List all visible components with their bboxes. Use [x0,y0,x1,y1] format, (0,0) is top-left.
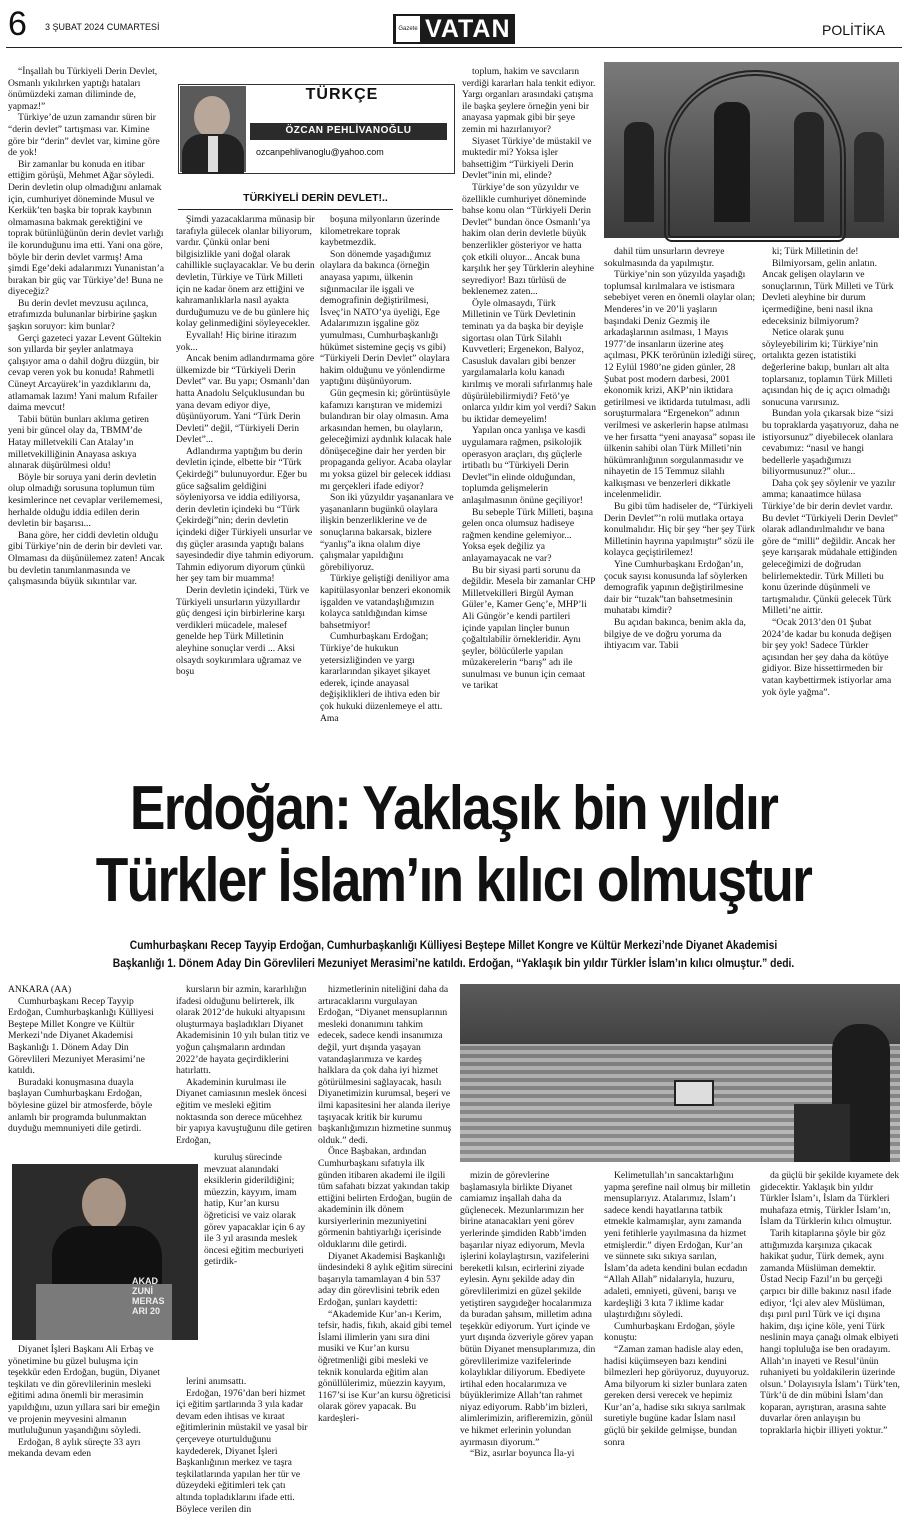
paragraph: Son iki yüzyıldır yaşananlara ve yaşananların bugünkü olaylara ilişkin benzerliklerine ve de sonuçlarına bakarsak, bizlere “yanlış”a ikna olalım diye çalışmalar yapıldığını görebiliyoruz. [320,492,454,573]
news-text-col1-top [8,984,166,1160]
paragraph: ki; Türk Milletinin de! [772,246,859,257]
erdogan-podium-photo [12,1164,198,1340]
page-number: 6 [8,5,27,43]
paragraph: Bana göre, her ciddi devletin olduğu gibi Türkiye’nin de derin bir devleti var. Olmaması da düşünülemez zaten! Ancak bu devletin tanımlanmasında ve çalışmasında büyük sıkıntılar var. [8,529,165,588]
paragraph: Gerçi gazeteci yazar Levent Gültekin son yıllarda bir şeyler anlatmaya çalışıyor ama o dahil doğru düzgün, bir cevap veren yok bu konuda! Rahmetli Cüneyt Arcayürek’in yazdıklarını da, atlamamak lazım! Yani malum Rıfailer daima mevcut! [8,332,162,414]
figure [854,132,884,222]
paragraph: mizin de görevlerine başlamasıyla birlikte Diyanet camiamız inşallah daha da güçlenecek. Mezunlarımızın her birine atanacakları yeni görev yerlerinde şimdiden Rabb’imden başarılar niyaz ediyorum, Mevla işlerini kolaylaştırsın, vazifelerini bereketli kılsın, ecirlerini ziyade eylesin. Aynı şekilde aday din görevlilerimizi en güzel şekilde yetiştiren saygıdeğer hocalarımıza da buradan şahsım, milletim adına teşekkür ediyorum. Yurt içinde ve yurt dışında özveriyle görev yapan bütün Diyanet mensuplarımıza, din görevlilerimize vazifelerinde kolaylıklar diliyorum. Ebediyete irtihal eden hocalarımıza ve büyüklerimize Allah’tan rahmet niyaz ediyorum. Rabb’im bizleri, alimlerimizin, arifleremizin, gönül ve hikmet erlerinin yolundan ayırmasın diyorum.” [460,1170,596,1448]
column-text-col5 [604,246,756,760]
paragraph: Türkiye geliştiği deniliyor ama kapitülasyonlar benzeri ekonomik işgalden ve vatandaşlığımızın kolayca satıldığından kimse bahsetmiyor! [320,573,451,631]
ceremony-hall-photo [460,984,900,1162]
screen-line: ZUNİ [132,1286,153,1296]
issue-date: 3 ŞUBAT 2024 CUMARTESİ [45,22,160,32]
author-head [194,96,230,138]
news-text-col5 [604,1170,752,1502]
paragraph: Tabii bütün bunları aklıma getiren yeni bir güncel olay da, TBMM’de Hatay milletvekili Can Atalay’ın milletvekilliğinin Anayasa askıya alınarak düşürülmesi oldu! [8,413,149,472]
paragraph: Cumhurbaşkanı Erdoğan; Türkiye’de hukukun yetersizliğinden ve yargı kararlarından şikayet şikayet ederek, içinde anayasal değişiklikleri de ihtiva eden bir çok hukuki düzenlemeye el attı. Ama [320,631,443,724]
column-text-col4 [462,66,596,760]
author-name: ÖZCAN PEHLİVANOĞLU [285,125,412,136]
paragraph: Türkiye’de uzun zamandır süren bir “derin devlet” tartışması var. Kimine göre bir “derin” devlet var, kimine göre de yok! [8,112,160,159]
paragraph: toplum, hakim ve savcıların verdiği kararları hala tenkit ediyor. Yargı organları arasındaki çatışma ile başka şeylere örneğin yeni bir anayasa yapmak gibi bir şeye zemin mi hazırlanıyor? [462,66,596,135]
paragraph: Yapılan onca yanlışa ve kasdi uygulamara rağmen, psikolojik operasyon araçları, dış güçlerle irtibatlı bu “Türkiyeli Derin Devlet”in elinde olduğundan, toplumda gelişmelerin anlaşılmasının önüne geçiliyor! [462,425,586,506]
paragraph: Cumhurbaşkanı Recep Tayyip Erdoğan, Cumhurbaşkanlığı Külliyesi Beştepe Millet Kongre ve Kültür Merkezi’nde Diyanet Akademisi Başkanlığı 1. Dönem Aday Din Görevlileri Mezuniyet Merasimi’ne katıldı. [8,995,154,1077]
column-title: TÜRKÇE [305,86,379,103]
logo-text: VATAN [425,14,511,43]
logo-emblem: Gazete [396,16,420,42]
paragraph: “Akademide Kur’an-ı Kerim, tefsir, hadis, fıkıh, akaid gibi temel İslami ilimlerin yanı sıra dini musiki ve Kur’an kursu öğretmenliği gibi mesleki ve teknik konularda eğitim alan gönüllülerimiz, müezzin kayyım, 1167’si ise Kur’an kursu öğreticisi olarak görev yapacak. Bu kardeşleri- [318,1308,452,1424]
paragraph: Bu açıdan bakınca, benim akla da, bilgiye de ve doğru yoruma da ihtiyacım var. Tabii [604,617,746,652]
paragraph: Bilmiyorsam, gelin anlatın. Ancak gelişen olayların ve sonuçlarının, Türk Milleti ve Türk Devleti aleyhine bir durum içermediğine, beni nasıl ikna edeceksiniz bilmiyorum? [762,257,894,327]
vatan-logo [393,14,515,44]
column-text-col2 [176,214,316,760]
news-text-col1-bottom [8,1344,166,1502]
lectern [794,1104,850,1162]
author-email: ozcanpehlivanoglu@yahoo.com [256,147,384,157]
paragraph: Türkiye’de son yüzyıldır ve özellikle cumhuriyet döneminde bahse konu olan “Türkiyeli Derin Devlet” bundan önce Osmanlı’ya hakim olan derin devletle büyük benzerlikler gösteriyor ve hatta çok etkili oluyor... Ancak buna karşılık her şey Türklerin aleyhine seyrediyor! Bazı türlüsü de beklenemez zaten... [462,181,594,298]
news-text-col2-narrow [204,1152,312,1370]
paragraph: Türkiye’nin son yüzyılda yaşadığı toplumsal kırılmalara ve istismara sebebiyet veren en önemli olaylar olan; Menderes’in ve 20’li yaşların başındaki Deniz Gezmiş ile arkadaşlarının asılması, 1 Mayıs 1977’de insanların üzerine ateş açılması, PKK terörünün izlediği süreç, 12 Eylül 1980’ne giden günler, 28 Şubat post modern darbesi, 2001 ekonomik krizi, AKP’nin iktidara getirilmesi ve iktidarda tutulması, adli soruşturmalara “Ergenekon” adının verilmesi ve askerlerin hapse atılması ve her fırsatta “yeni anayasa” sopası ile ülkenin sahibi olan Türk Milleti’nin hükümranlığının sorgulanmasıdır ve nihayetin de 15 Temmuz silahlı kalkışması ve benzerleri dikkatle incelenmelidir. [604,269,756,501]
figure [794,112,824,222]
erdogan-head [82,1178,126,1230]
news-headline-line2: Türkler İslam’ın kılıcı olmuştur [95,846,812,915]
paragraph: Netice olarak şunu söyleyebilirim ki; Türkiye’nin ortalıkta gezen istatistiki değerlerine bakıp, bunları alt alta toplarsanız, toplamın Türk Milleti açısından hiç de iç açıcı olmadığı sonucuna varırsınız. [762,327,893,408]
paragraph: Diyanet Akademisi Başkanlığı ündesindeki 8 aylık eğitim sürecini başarıyla tamamlayan 4 bin 537 aday din görevlisini tebrik eden Erdoğan, şunları kaydetti: [318,1250,453,1309]
paragraph: Böyle bir soruya yani derin devletin olup olmadığı sorusuna toplumun tüm kesimlerince net cevaplar verilememesi, herhalde olduğu iddia edilen derin devletin bir başarısı... [8,471,163,530]
paragraph: Şimdi yazacaklarıma münasip bir tarafıyla gülecek olanlar biliyorum, vardır. Çünkü onlar beni bilgisizlikle yani doğal olarak cahillikle suçlayacaklar. Ve bu derin devletin, Türkiye ve Türk Milleti için ne kadar önem arz ettiğini ve kahramanlıklarla nasıl ayakta durduğumuzu ve de bu günlere hiç kolay gelinmediğini söyleyecekler. [176,214,315,330]
author-shirt [208,136,218,172]
paragraph: Akademinin kurulması ile Diyanet camiasının meslek öncesi eğitim ve mesleki eğitim noktasında son derece mücehhez bir yapıya kavuştuğunu dile getiren Erdoğan, [176,1076,312,1146]
paragraph: “Biz, asırlar boyunca İla-yi [470,1448,575,1460]
paragraph: kuruluş sürecinde mevzuat alanındaki eksiklerin giderildiğini; müezzin, kayyım, imam hatip, Kur’an kursu öğreticisi ve vaiz olarak görev yapacaklar için 6 ay ile 3 yıl arasında meslek öncesi eğitim mecburiyeti getirdik- [204,1152,306,1268]
paragraph: Ancak benim adlandırmama göre ülkemizde bir “Türkiyeli Derin Devlet” var. Bu yapı; Osmanlı’dan hatta Anadolu Selçuklusundan bu yana devam ediyor diye, düşünüyorum. Yani “Türk Derin Devleti” değil, “Türkiyeli Derin Devlet”... [176,353,315,446]
paragraph: Son dönemde yaşadığımız olaylara da bakınca (örneğin anayasa yapımı, ülkenin sığınmacılar ile işgali ve demografinin değiştirilmesi, İsveç’in NATO’ya üyeliği, Ege Adalarımızın işgaline göz yumulması, Cumhurbaşkanlığı hükümet sistemine geçiş vs gibi) “Türkiyeli Derin Devlet” olaylara hakim olduğunu ve yönlendirme yaptığını düşünüyorum. [320,248,450,388]
author-photo [180,86,246,172]
ottoman-group-photo [604,62,899,238]
news-headline-line1: Erdoğan: Yaklaşık bin yıldır [129,774,778,843]
paragraph: Erdoğan, 8 aylık süreçte 33 ayrı mekanda devam eden [8,1436,141,1460]
news-text-col4 [460,1170,598,1502]
paragraph: Öyle olmasaydı, Türk Milletinin ve Türk Devletinin teminatı ya da başka bir deyişle sigortası olan Türk Silahlı Kuvvetleri; Ergenekon, Balyoz, Casusluk davaları gibi benzer yargılamalarla kolu kanadı kırılmış ve morali sıfırlanmış hale düşürülebilirmiydi? Fetö’ye onlarca yıldır kim yol verdi? Sakın bu iktidar demeyelim! [462,297,597,425]
dateline: ANKARA (AA) [8,984,72,995]
paragraph: Tarih kitaplarına şöyle bir göz attığımızda karşınıza çıkacak hakikat şudur, Türk demek, aynı zamanda Müslüman demektir. Üstad Necip Fazıl’ın bu gerçeği çarpıcı bir dille bakınız nasıl ifade ediyor, ‘İçi alev alev Müslüman, dışı pırıl pırıl Türk ve içi dışına hakim, dışı içine köle, yeni Türk neslinin maya çanağı olmak elbiyeti hangi topluluğa ise ben oradayım. Allah’ın inayeti ve Resul’ünün ruhaniyeti bu yoldakilerin üzerinde olsun.’ Dolayısıyla İslam’ı Türk’ten, Türk’ü de din mübini İslam’dan koparan, ayrıştıran, arasına sahte duvarlar ören anlayışın bu topraklarla hiçbir illiyeti yoktur.” [760,1227,900,1437]
paragraph: Önce Başbakan, ardından Cumhurbaşkanı sıfatıyla ilk günden itibaren akademi ile ilgili tüm safahatı bizzat yakından takip ettiğini belirten Erdoğan, bugün de akademinin ilk dönem kursiyerlerinin mezuniyetini görmenin bahtiyarlığı içerisinde olduklarını dile getirdi. [318,1146,453,1251]
paragraph: lerini anımsattı. [186,1376,247,1387]
news-text-col6 [760,1170,900,1502]
paragraph: Bu bir siyasi parti sorunu da değildir. Mesela bir zamanlar CHP Milletvekilleri Birgül Ayman Güler’e, Kamer Genç’e, MHP’li Ali Güngör’e kendi partileri içinde yapılan linçler bunun çoğaltılabilir örnekleridir. Aynı şeyler, bölücülerle yapılan müzakerelerin “barış” adı ile sunulması ve bunun için cemaat ve tarikat [462,564,596,692]
screen-line: ARI 20 [132,1306,161,1316]
paragraph: Gün geçmesin ki; görüntüsüyle kafamızı karıştıran ve midemizi bulandıran bir olay olmasın. Ama arkasından hemen, bu olayların, geleceğimizi aydınlık kılacak hale dönüşeceğine dair her yerden bir propaganda geliyor. Acaba olaylar mı yoksa güzel bir gelecek iddiası mı gerçekleri ifade ediyor? [320,387,452,492]
paragraph: Diyanet İşleri Başkanı Ali Erbaş ve yönetimine bu güzel buluşma için teşekkür eden Erdoğan, bugün, Diyanet teşkilatı ve din görevlilerinin mesleki eğitimi adına önemli bir merasimin yapıldığını, uzun yıllara sari bir emeğin ve projenin meyvesini almanın mutluluğunun yaşandığını söyledi. [8,1344,160,1437]
paragraph: Kelimetullah’ın sancaktarlığını yapma şerefine nail olmuş bir milletin mensuplarıyız. Atalarımız, İslam’ı sadece kendi hayatlarına tatbik etmekle kalmamışlar, aynı zamanda yeni fetihlerle yayılmasına da hizmet etmişlerdir.” diyen Erdoğan, Kur’an ve sünnete sıkı sıkıya sarılan, İslam’da adeta kendini bulan ecdadın “Allah Allah” nidalarıyla, huzuru, adaleti, emniyeti, güveni, barışı ve kardeşliği 3 kıta 7 iklime kadar ulaştırdığını söyledi. [604,1170,751,1321]
paragraph: Bundan yola çıkarsak bize “sizi bu topraklarda yaşatıyoruz, daha ne istiyorsunuz” diyebilecek olanlara cevabımız: “nasıl ve hangi bedellerle yaşadığımızı biliyormusunuz?” olur... [762,408,899,478]
paragraph: Bir zamanlar bu konuda en itibar ettiğim görüşü, Mehmet Ağar söyledi. Derin devletin olup olmadığını anlamak için, cumhuriyet döneminde Musul ve Kerkük’ten başka bir toprak kaybının olmamasına bakmak gerektiğini ve toprak bütünlüğünün derin devlet varlığı ile korunduğunu ima etti. Yani ona göre, böyle bir derin devlet varmış! Ama şimdi Ege’deki adalarımızı Yunanistan’a bırakan bir güç var Türkiye’de! Buna ne diyeceğiz? [8,158,165,298]
paragraph: Derin devletin içindeki, Türk ve Türkiyeli unsurların yüzyıllardır güç dengesi için birbirlerine karşı verdikleri mücadele, malesef genelde hep Türk Milletinin aleyhine sonuçlar verdi ... Aksi olsaydı soykırımlara uğramaz ve boşu [176,585,310,678]
column-headline-rule [178,209,453,210]
paragraph: Buradaki konuşmasına duayla başlayan Cumhurbaşkanı Erdoğan, böylesine güzel bir atmosferde, böyle anlamlı bir programda bulunmaktan duyduğu memnuniyeti dile getirdi. [8,1076,153,1135]
paragraph: Siyaset Türkiye’de müstakil ve muktedir mi? Yoksa işler bahsettiğim “Türkiyeli Derin Devlet”inin mi, elinde? [462,135,592,182]
news-text-col3 [318,984,454,1502]
paragraph: Bu sebeple Türk Milleti, başına gelen onca olumsuz hadiseye rağmen kendine gelemiyor... Yoksa eşek değiliz ya anlayamayacak ne var? [462,506,594,564]
news-subhead-line2: Başkanlığı 1. Dönem Aday Din Görevlileri Mezuniyet Merasimi’ne katıldı. Erdoğan, “Yaklaşık bin yıldır Türkler İslam’ın kılıcı olmuştur.” dedi. [112,956,795,970]
paragraph: “Zaman zaman hadisle alay eden, hadisi küçümseyen bazı kendini bilmezleri hep görüyoruz, duyuyoruz. Ama bilyorum ki sizler bunlara zaten gereken dersi verecek ve hepimiz Kur’an’a, hadise sıkı sıkıya sarılmak suretiyle bugüne kadar İslam nasıl güçlü bir şekilde gelmişse, bundan sonra [604,1343,750,1448]
paragraph: Cumhurbaşkanı Erdoğan, şöyle konuştu: [604,1320,735,1344]
screen-line: AKAD [132,1276,158,1286]
column-text-col3 [320,214,456,760]
screen-line: MERAS [132,1296,165,1306]
section-label: POLİTİKA [822,22,886,38]
figure [624,122,654,222]
paragraph: Bu gibi tüm hadiseler de, “Türkiyeli Derin Devlet”’n rolü mutlaka ortaya konulmalıdır. Hiç bir şey “her şey Türk Milletinin hayrına yapılmıştır” sözü ile kolayca geçiştirilemez! [604,501,755,559]
paragraph: Bu derin devlet mevzusu açılınca, etrafımızda bulunanlar birbirine şaşkın şaşkın soruyor: kim bunlar? [8,297,157,333]
header-rule [6,47,902,48]
figure [714,102,750,222]
column-text-col6 [762,246,900,760]
news-text-col2-top [176,984,312,1150]
paragraph: da güçlü bir şekilde kıyamete dek gidecektir. Yaklaşık bin yıldır Türkler İslam’ı, İslam da Türkleri muhafaza etmiş, Türkler İslam’ın, İslam da Türklerin kılıcı olmuştur. [760,1170,900,1228]
column-headline: TÜRKİYELİ DERİN DEVLET!.. [243,192,388,204]
paragraph: “Ocak 2013’den 01 Şubat 2024’de kadar bu konuda değişen bir şey yok! Sadece Türkler açısından her şey daha da kötüye gidiyor. Bize hissettirmeden bir vatan kaybettirmek istiyorlar ama yok öyle yağma”. [762,617,892,698]
paragraph: Eyvallah! Hiç birine itirazım yok... [176,329,297,353]
screen-text [132,1276,165,1316]
stage-screen [674,1080,714,1106]
column-text-col1 [8,66,166,754]
paragraph: “İnşallah bu Türkiyeli Derin Devlet, Osmanlı yıkılırken yaptığı hataları önümüzdeki zaman diliminde de, yapmaz!” [8,66,158,112]
news-text-col2-bottom [176,1376,312,1515]
paragraph: kursların bir azmin, kararlılığın ifadesi olduğunu belirterek, ilk olarak 2012’de hukuki altyapısını oluşturmaya başladıkları Diyanet Akademisinin 10 yılı bulan titiz ve yoğun çalışmaların ardından 2022’de hayata geçirdiklerini hatırlattı. [176,984,310,1077]
paragraph: Adlandırma yaptığım bu derin devletin içinde, elbette bir “Türk Çekirdeği” bulunuyordur. Eğer bu güce sağsalim geldiğini söyleniyorsa ve iddia ediliyorsa, derin devletin içindeki bu “Türk Çekirdeği”nin; derin devletin içindeki diğer Türkiyeli unsurlar ve dış güçler arasında yaptığı balans sayesindedir diye tahmin ediyorum. Tahmin ediyorum diyorum çünkü her şey tam bir muamma! [176,445,314,585]
paragraph: Daha çok şey söylenir ve yazılır amma; kanaatimce hülasa Türkiye’de bir derin devlet vardır. Bu devlet “Türkiyeli Derin Devlet” olarak adlandırılmalıdır ve bana göre de “milli” değildir. Ancak her şeye karışarak müdahale ettiğinden geleceğimizi de doğrudan belirlemektedir. Türk Milleti bu konu üzerinde düşünmeli ve tartışmalıdır. Çünkü gelecek Türk Milleti’ne aittir. [762,477,898,617]
news-subhead-line1: Cumhurbaşkanı Recep Tayyip Erdoğan, Cumhurbaşkanlığı Külliyesi Beştepe Millet Kongre ve Kültür Merkezi’nde Diyanet Akademisi [129,938,778,952]
paragraph: boşuna milyonların üzerinde kilometrekare toprak kaybetmezdik. [320,214,440,249]
paragraph: Erdoğan, 1976’dan beri hizmet içi eğitim şartlarında 3 yıla kadar devam eden ihtisas ve kıraat eğitimlerinin müstakil ve yasal bir çerçeveye oturtulduğunu kaydederek, Diyanet İşleri Başkanlığının merkez ve taşra teşkilatlarında yapılan her tür ve düzeydeki eğitimleri tek çatı altında topladıklarını ifade etti. Böylece verilen din [176,1387,308,1515]
paragraph: dahil tüm unsurların devreye sokulmasında da yapılmıştır. [604,246,725,269]
paragraph: hizmetlerinin niteliğini daha da artıracaklarını vurgulayan Erdoğan, “Diyanet mensuplarının mesleki donanımını tahkim edecek, sadece kendi insanımıza değil, yurt dışında yaşayan vatandaşlarımıza ve kardeş halklara da çok daha iyi hizmet götürülmesini sağlayacak, hasılı Diyanetimizin kurumsal, beşeri ve ilmi kapasitesini her alanda ileriye taşıyacak kritik bir kurumu başkanlığımızın hizmetine sunmuş olduk.” dedi. [318,984,452,1146]
paragraph: Yine Cumhurbaşkanı Erdoğan’ın, çocuk sayısı konusunda laf söylerken demografik yapının değiştirilmesine dair bir “tuzak”tan bahsetmesinin muhatabı kimdir? [604,559,748,617]
